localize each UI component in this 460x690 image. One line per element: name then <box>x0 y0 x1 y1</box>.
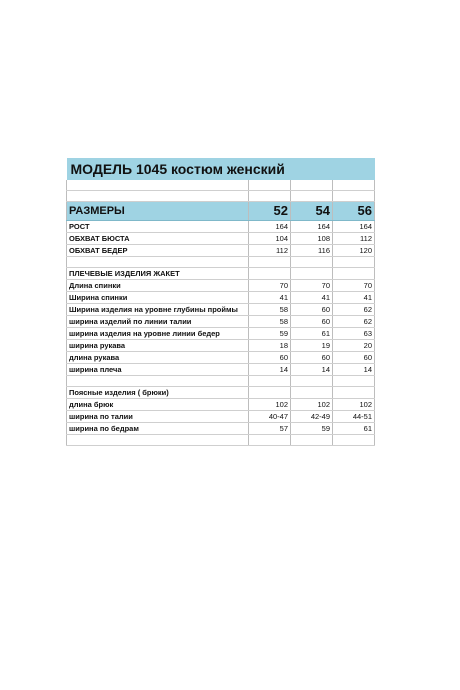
blank-row <box>67 376 375 387</box>
section-jacket-heading: ПЛЕЧЕВЫЕ ИЗДЕЛИЯ ЖАКЕТ <box>67 268 249 280</box>
row-label: ОБХВАТ БЕДЕР <box>67 245 249 257</box>
table-row <box>67 316 375 328</box>
table-row <box>67 292 375 304</box>
cell-value: 60 <box>291 304 333 316</box>
cell-value: 14 <box>291 364 333 376</box>
row-label: Ширина спинки <box>67 292 249 304</box>
cell-value: 108 <box>291 233 333 245</box>
row-label: Длина спинки <box>67 280 249 292</box>
cell-value: 70 <box>291 280 333 292</box>
size-54: 54 <box>291 202 333 221</box>
row-label: длина брюк <box>67 399 249 411</box>
cell-value: 60 <box>249 352 291 364</box>
blank-row <box>67 257 375 268</box>
section-row <box>67 387 375 399</box>
section-trousers-heading: Поясные изделия ( брюки) <box>67 387 249 399</box>
cell-value: 44-51 <box>333 411 375 423</box>
cell-value: 42-49 <box>291 411 333 423</box>
cell-value: 164 <box>333 221 375 233</box>
table-row <box>67 245 375 257</box>
size-52: 52 <box>249 202 291 221</box>
table-row <box>67 399 375 411</box>
blank-row <box>67 180 375 191</box>
cell-value: 59 <box>291 423 333 435</box>
cell-value: 120 <box>333 245 375 257</box>
cell-value: 41 <box>249 292 291 304</box>
cell-value: 112 <box>333 233 375 245</box>
cell-value: 61 <box>291 328 333 340</box>
cell-value: 59 <box>249 328 291 340</box>
cell-value: 57 <box>249 423 291 435</box>
cell-value: 164 <box>291 221 333 233</box>
cell-value: 60 <box>333 352 375 364</box>
sizes-header-row <box>67 202 375 221</box>
blank-row <box>67 435 375 446</box>
cell-value: 102 <box>291 399 333 411</box>
section-row <box>67 268 375 280</box>
table-row <box>67 328 375 340</box>
table-row <box>67 352 375 364</box>
sizes-label: РАЗМЕРЫ <box>67 202 249 221</box>
table-row <box>67 233 375 245</box>
cell-value: 104 <box>249 233 291 245</box>
cell-value: 19 <box>291 340 333 352</box>
row-label: ширина изделий по линии талии <box>67 316 249 328</box>
cell-value: 62 <box>333 316 375 328</box>
cell-value: 116 <box>291 245 333 257</box>
table-row <box>67 364 375 376</box>
size-table <box>66 158 375 446</box>
cell-value: 60 <box>291 316 333 328</box>
row-label: ширина плеча <box>67 364 249 376</box>
cell-value: 41 <box>333 292 375 304</box>
cell-value: 58 <box>249 304 291 316</box>
cell-value: 20 <box>333 340 375 352</box>
table-row <box>67 340 375 352</box>
table-row <box>67 411 375 423</box>
cell-value: 102 <box>333 399 375 411</box>
model-title: МОДЕЛЬ 1045 костюм женский <box>67 158 375 180</box>
cell-value: 102 <box>249 399 291 411</box>
row-label: ширина изделия на уровне линии бедер <box>67 328 249 340</box>
cell-value: 14 <box>249 364 291 376</box>
row-label: РОСТ <box>67 221 249 233</box>
row-label: ширина по бедрам <box>67 423 249 435</box>
cell-value: 60 <box>291 352 333 364</box>
row-label: ширина по талии <box>67 411 249 423</box>
table-row <box>67 221 375 233</box>
size-56: 56 <box>333 202 375 221</box>
size-chart-sheet <box>66 158 374 446</box>
cell-value: 112 <box>249 245 291 257</box>
cell-value: 40-47 <box>249 411 291 423</box>
row-label: ширина рукава <box>67 340 249 352</box>
cell-value: 70 <box>333 280 375 292</box>
cell-value: 63 <box>333 328 375 340</box>
cell-value: 14 <box>333 364 375 376</box>
cell-value: 58 <box>249 316 291 328</box>
table-row <box>67 304 375 316</box>
cell-value: 62 <box>333 304 375 316</box>
cell-value: 61 <box>333 423 375 435</box>
row-label: ОБХВАТ БЮСТА <box>67 233 249 245</box>
cell-value: 164 <box>249 221 291 233</box>
title-row <box>67 158 375 180</box>
cell-value: 18 <box>249 340 291 352</box>
table-row <box>67 280 375 292</box>
cell-value: 41 <box>291 292 333 304</box>
table-row <box>67 423 375 435</box>
row-label: длина рукава <box>67 352 249 364</box>
row-label: Ширина изделия на уровне глубины проймы <box>67 304 249 316</box>
blank-row <box>67 191 375 202</box>
cell-value: 70 <box>249 280 291 292</box>
